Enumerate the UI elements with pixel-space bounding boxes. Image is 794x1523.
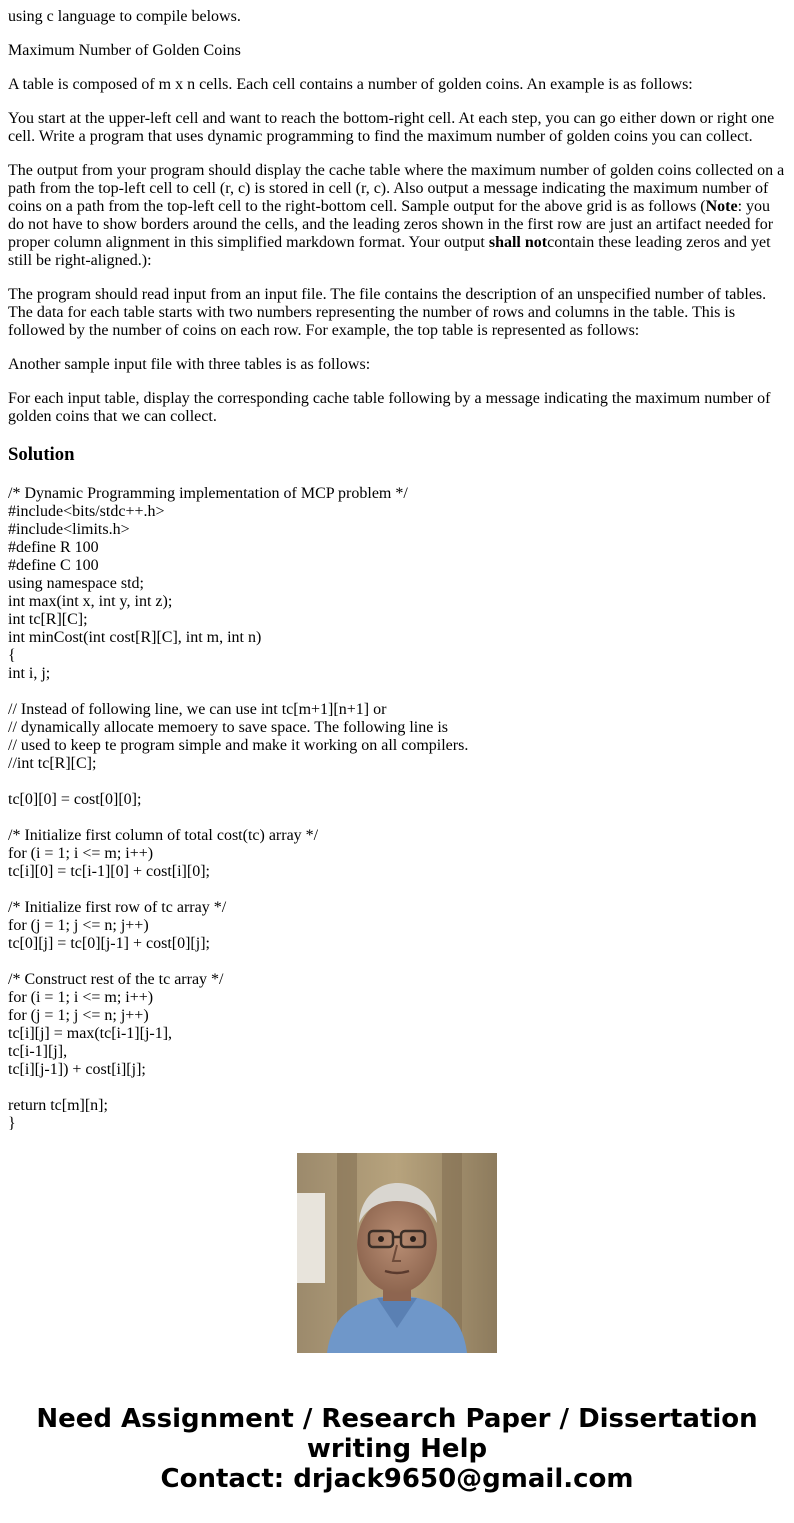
code-line xyxy=(8,683,786,701)
output-text-a: The output from your program should display the cache table where the maximum number of golden coins collected on a path from the top-left cell to cell (r, c) is stored in cell (r, c). Also output a message indicating the maximum number of coins on a path from the top-left cell to the right-bottom cell. Sample output for the above grid is as follows ( xyxy=(8,162,785,215)
help-line-1: Need Assignment / Research Paper / Dissertation xyxy=(36,1404,758,1434)
code-line: /* Dynamic Programming implementation of MCP problem */ xyxy=(8,485,408,502)
code-line: for (i = 1; i <= m; i++) xyxy=(8,989,154,1006)
help-line-2: writing Help xyxy=(306,1434,488,1464)
author-avatar xyxy=(297,1153,497,1353)
note-label: Note xyxy=(705,198,738,215)
code-line xyxy=(8,953,786,971)
question-paragraph-output xyxy=(8,162,786,270)
shall-not-label: shall not xyxy=(488,234,548,251)
code-line: for (j = 1; j <= n; j++) xyxy=(8,917,149,934)
code-line xyxy=(8,1079,786,1097)
code-line xyxy=(8,773,786,791)
help-banner xyxy=(0,1404,794,1494)
code-line: int max(int x, int y, int z); xyxy=(8,593,173,610)
code-line: return tc[m][n]; xyxy=(8,1097,108,1114)
question-paragraph-input: The program should read input from an input file. The file contains the description of an unspecified number of tables. The data for each table starts with two numbers representing the number of rows and columns in the table. This is followed by the number of coins on each row. For example, the top table is represented as follows: xyxy=(8,286,767,339)
code-line: tc[i][j-1]) + cost[i][j]; xyxy=(8,1061,146,1078)
code-line: // dynamically allocate memoery to save space. The following line is xyxy=(8,719,449,736)
question-paragraph-table: A table is composed of m x n cells. Each cell contains a number of golden coins. An example is as follows: xyxy=(8,76,693,93)
code-line xyxy=(8,809,786,827)
code-line xyxy=(8,881,786,899)
code-line: int minCost(int cost[R][C], int m, int n) xyxy=(8,629,262,646)
code-line: using namespace std; xyxy=(8,575,144,592)
code-line: for (j = 1; j <= n; j++) xyxy=(8,1007,149,1024)
help-contact: Contact: drjack9650@gmail.com xyxy=(160,1464,634,1494)
solution-code xyxy=(8,485,786,1132)
code-line: // Instead of following line, we can use int tc[m+1][n+1] or xyxy=(8,701,387,718)
question-paragraph-sample: Another sample input file with three tables is as follows: xyxy=(8,356,371,373)
code-line: /* Initialize first column of total cost(tc) array */ xyxy=(8,827,319,844)
code-line: for (i = 1; i <= m; i++) xyxy=(8,845,154,862)
code-line: /* Initialize first row of tc array */ xyxy=(8,899,227,916)
solution-heading: Solution xyxy=(8,444,75,465)
code-line: #define R 100 xyxy=(8,539,99,556)
code-line: tc[i-1][j], xyxy=(8,1043,68,1060)
question-title: Maximum Number of Golden Coins xyxy=(8,42,241,59)
code-line: //int tc[R][C]; xyxy=(8,755,97,772)
code-line: /* Construct rest of the tc array */ xyxy=(8,971,224,988)
code-line: tc[i][0] = tc[i-1][0] + cost[i][0]; xyxy=(8,863,210,880)
question-paragraph-task: You start at the upper-left cell and want to reach the bottom-right cell. At each step, you can go either down or right one cell. Write a program that uses dynamic programming to find the maximum number of golden coins you can collect. xyxy=(8,110,775,145)
code-line: tc[0][j] = tc[0][j-1] + cost[0][j]; xyxy=(8,935,210,952)
code-line: #include<limits.h> xyxy=(8,521,130,538)
output-text-c: contain these leading zeros and yet still be right-aligned.): xyxy=(8,234,771,269)
code-line: #define C 100 xyxy=(8,557,99,574)
code-line: } xyxy=(8,1115,16,1132)
code-line: #include<bits/stdc++.h> xyxy=(8,503,165,520)
author-photo xyxy=(297,1153,497,1353)
question-paragraph-display: For each input table, display the corresponding cache table following by a message indicating the maximum number of golden coins that we can collect. xyxy=(8,390,771,425)
code-line: int tc[R][C]; xyxy=(8,611,88,628)
code-line: tc[0][0] = cost[0][0]; xyxy=(8,791,142,808)
code-line: { xyxy=(8,647,16,664)
output-text-b: : you do not have to show borders around the cells, and the leading zeros shown in the first row are just an artifact needed for proper column alignment in this simplified markdown format. Your output xyxy=(8,198,774,251)
question-intro: using c language to compile belows. xyxy=(8,8,241,25)
code-line: tc[i][j] = max(tc[i-1][j-1], xyxy=(8,1025,173,1042)
code-line: // used to keep te program simple and make it working on all compilers. xyxy=(8,737,469,754)
code-line: int i, j; xyxy=(8,665,51,682)
